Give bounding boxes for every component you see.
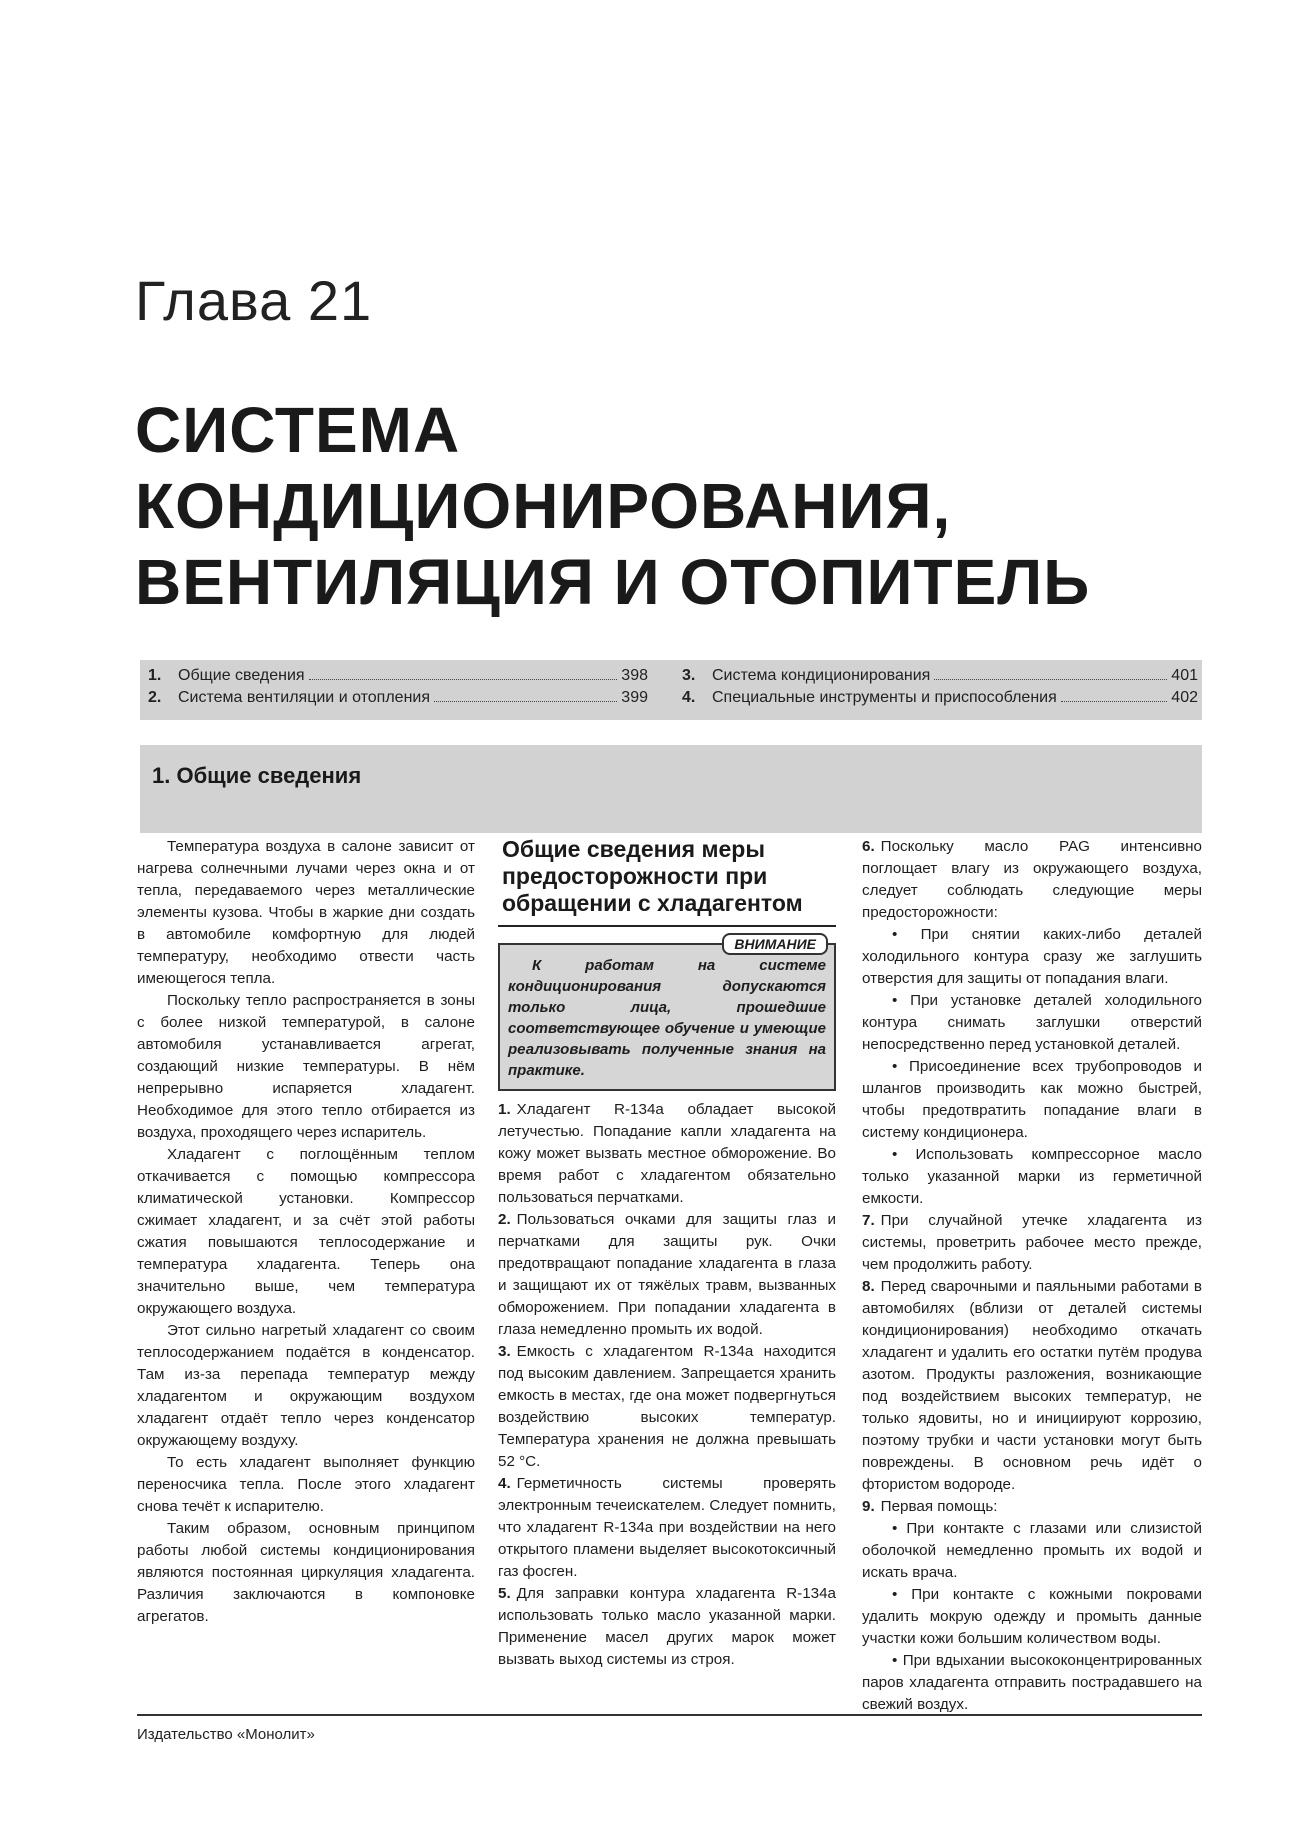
- toc-entry[interactable]: [148, 667, 648, 689]
- subsection-heading: Общие сведения меры предосторожности при обращении с хладагентом: [498, 836, 836, 927]
- bullet-item: [862, 924, 1202, 990]
- bullet-icon: •: [892, 992, 898, 1009]
- bullet-icon: •: [892, 1058, 898, 1075]
- bullet-text: Использовать компрессорное масло только указанной марки из герметичной емкости.: [862, 1146, 1202, 1207]
- bullet-text: При контакте с глазами или слизистой оболочкой немедленно промыть их водой и искать врача.: [862, 1520, 1202, 1581]
- list-item: [498, 1099, 836, 1209]
- table-of-contents: [140, 660, 1202, 720]
- toc-number: 4.: [682, 689, 696, 706]
- bullet-item: [862, 1650, 1202, 1716]
- toc-page: 399: [621, 689, 648, 706]
- toc-column-right: [682, 667, 1198, 711]
- bullet-icon: •: [892, 926, 898, 943]
- warning-box: [498, 936, 836, 1091]
- section-title: 1. Общие сведения: [152, 763, 362, 788]
- toc-number: 3.: [682, 667, 696, 684]
- toc-leader: [1061, 701, 1168, 702]
- item-text: Для заправки контура хладагента R-134a использовать только масло указанной марки. Применение масел других марок может вызвать выход системы из строя.: [498, 1585, 836, 1668]
- paragraph: Температура воздуха в салоне зависит от нагрева солнечными лучами через окна и от тепла, передаваемого через металлические элементы кузова. Чтобы в жаркие дни создать в автомобиле комфортную для людей температуру, необходимо отвести часть имеющегося тепла.: [137, 838, 475, 987]
- chapter-title: [135, 392, 1090, 620]
- toc-title: Система кондиционирования: [712, 667, 931, 684]
- text-column-1: [137, 836, 475, 1628]
- paragraph: Хладагент с поглощённым теплом откачивается с помощью компрессора климатической установки. Компрессор сжимает хладагент, и за счёт этой работы сжатия повышаются теплосодержание и температура хладагента. Теперь она значительно выше, чем температура окружающего воздуха.: [137, 1146, 475, 1317]
- item-text: Поскольку масло PAG интенсивно поглощает влагу из окружающего воздуха, следует соблюдать следующие меры предосторожности:: [862, 838, 1202, 921]
- bullet-icon: •: [892, 1586, 898, 1603]
- list-item: [862, 1210, 1202, 1276]
- toc-leader: [309, 679, 618, 680]
- paragraph: Таким образом, основным принципом работы любой системы кондиционирования являются постоянная циркуляция хладагента. Различия заключаются в компоновке агрегатов.: [137, 1520, 475, 1625]
- item-text: Пользоваться очками для защиты глаз и перчатками для защиты рук. Очки предотвращают попадание хладагента в глаза и защищают их от тяжёлых травм, вызванных обморожением. При попадании хладагента в глаза немедленно промыть их водой.: [498, 1211, 836, 1338]
- paragraph: То есть хладагент выполняет функцию переносчика тепла. После этого хладагент снова течёт к испарителю.: [137, 1454, 475, 1515]
- warning-text: К работам на системе кондиционирования допускаются только лица, прошедшие соответствующее обучение и умеющие реализовывать полученные знания на практике.: [508, 957, 826, 1079]
- chapter-title-line-2: КОНДИЦИОНИРОВАНИЯ,: [135, 470, 952, 542]
- bullet-text: При вдыхании высококонцентрированных паров хладагента отправить пострадавшего на свежий воздух.: [862, 1652, 1202, 1713]
- toc-number: 1.: [148, 667, 162, 684]
- toc-page: 402: [1171, 689, 1198, 706]
- item-number: 5.: [498, 1585, 511, 1602]
- toc-entry[interactable]: [148, 689, 648, 711]
- list-item: [862, 836, 1202, 924]
- toc-number: 2.: [148, 689, 162, 706]
- item-text: Перед сварочными и паяльными работами в автомобилях (вблизи от деталей системы кондиционирования) необходимо откачать хладагент и удалить его остатки путём продува азотом. Продукты разложения, возникающие под воздействием высоких температур, не только ядовиты, но и инициируют коррозию, поэтому трубки и части установки могут быть повреждены. В основном речь идёт о фтористом водороде.: [862, 1278, 1202, 1493]
- chapter-title-line-1: СИСТЕМА: [135, 394, 461, 466]
- item-number: 7.: [862, 1212, 875, 1229]
- item-number: 4.: [498, 1475, 511, 1492]
- chapter-label: Глава 21: [135, 269, 373, 332]
- list-item: [498, 1473, 836, 1583]
- toc-title: Система вентиляции и отопления: [178, 689, 430, 706]
- item-text: Емкость с хладагентом R-134a находится под высоким давлением. Запрещается хранить емкость в местах, где она может подвергнуться воздействию высоких температур. Температура хранения не должна превышать 52 °С.: [498, 1343, 836, 1470]
- text-column-2: [498, 836, 836, 1671]
- toc-leader: [434, 701, 617, 702]
- bullet-icon: •: [892, 1520, 898, 1537]
- bullet-text: При установке деталей холодильного контура снимать заглушки отверстий непосредственно перед установкой деталей.: [862, 992, 1202, 1053]
- list-item: [498, 1341, 836, 1473]
- bullet-item: [862, 990, 1202, 1056]
- bullet-icon: •: [892, 1652, 898, 1669]
- footer-divider: [137, 1714, 1202, 1716]
- item-number: 9.: [862, 1498, 875, 1515]
- item-number: 6.: [862, 838, 875, 855]
- toc-leader: [934, 679, 1167, 680]
- toc-page: 401: [1171, 667, 1198, 684]
- bullet-item: [862, 1518, 1202, 1584]
- section-header-bar: [140, 745, 1202, 833]
- item-text: Герметичность системы проверять электронным течеискателем. Следует помнить, что хладагент R-134a при воздействии на него открытого пламени выделяет высокотоксичный газ фосген.: [498, 1475, 836, 1580]
- toc-title: Общие сведения: [178, 667, 305, 684]
- warning-label: ВНИМАНИЕ: [722, 933, 828, 955]
- chapter-title-line-3: ВЕНТИЛЯЦИЯ И ОТОПИТЕЛЬ: [135, 546, 1091, 618]
- paragraph: Поскольку тепло распространяется в зоны с более низкой температурой, в салоне автомобиля устанавливается агрегат, создающий низкие температуры. В нём непрерывно испаряется хладагент. Необходимое для этого тепло отбирается из воздуха, проходящего через испаритель.: [137, 992, 475, 1141]
- item-text: При случайной утечке хладагента из системы, проветрить рабочее место прежде, чем продолжить работу.: [862, 1212, 1202, 1273]
- toc-entry[interactable]: [682, 667, 1198, 689]
- bullet-item: [862, 1144, 1202, 1210]
- bullet-item: [862, 1584, 1202, 1650]
- bullet-text: Присоединение всех трубопроводов и шлангов производить как можно быстрей, чтобы предотвратить попадание влаги в систему кондиционера.: [862, 1058, 1202, 1141]
- item-text: Хладагент R-134a обладает высокой летучестью. Попадание капли хладагента на кожу может вызвать местное обморожение. Во время работ с хладагентом обязательно пользоваться перчатками.: [498, 1101, 836, 1206]
- list-item: [498, 1583, 836, 1671]
- list-item: [862, 1496, 1202, 1518]
- toc-title: Специальные инструменты и приспособления: [712, 689, 1057, 706]
- bullet-text: При контакте с кожными покровами удалить мокрую одежду и промыть данные участки кожи большим количеством воды.: [862, 1586, 1202, 1647]
- item-number: 8.: [862, 1278, 875, 1295]
- bullet-item: [862, 1056, 1202, 1144]
- toc-column-left: [148, 667, 648, 711]
- paragraph: Этот сильно нагретый хладагент со своим теплосодержанием подаётся в конденсатор. Там из-за перепада температур между хладагентом и окружающим воздухом хладагент отдаёт тепло через конденсатор окружающему воздуху.: [137, 1322, 475, 1449]
- toc-page: 398: [621, 667, 648, 684]
- item-text: Первая помощь:: [880, 1498, 998, 1515]
- item-number: 2.: [498, 1211, 511, 1228]
- list-item: [498, 1209, 836, 1341]
- text-column-3: [862, 836, 1202, 1716]
- list-item: [862, 1276, 1202, 1496]
- bullet-icon: •: [892, 1146, 898, 1163]
- item-number: 1.: [498, 1101, 511, 1118]
- item-number: 3.: [498, 1343, 511, 1360]
- bullet-text: При снятии каких-либо деталей холодильного контура сразу же заглушить отверстия для защиты от попадания влаги.: [862, 926, 1202, 987]
- footer-publisher: Издательство «Монолит»: [137, 1726, 315, 1743]
- toc-entry[interactable]: [682, 689, 1198, 711]
